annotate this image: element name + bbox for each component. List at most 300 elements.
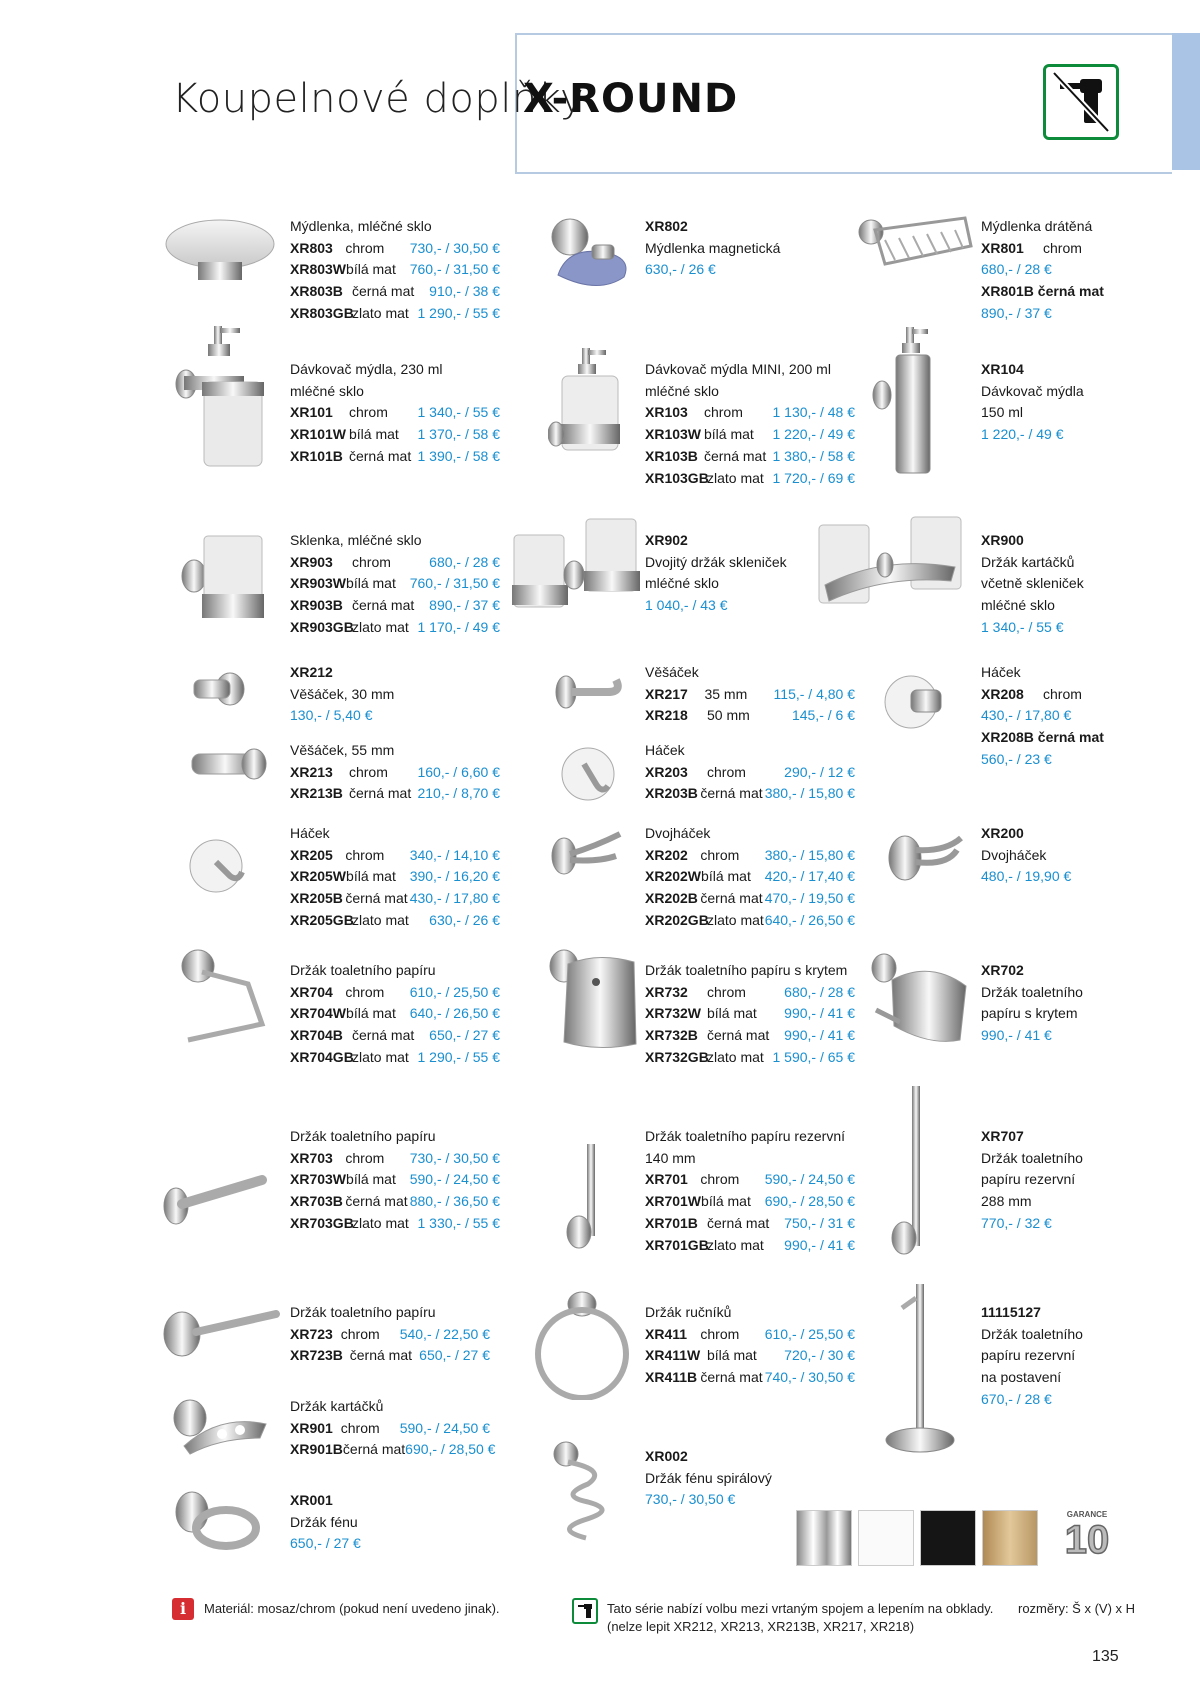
product-code: XR707 [981, 1128, 1024, 1144]
variant-row [290, 888, 500, 910]
variant-code: XR723 [290, 1325, 333, 1342]
variant-finish: chrom [1043, 239, 1082, 256]
variant-price: 1 340,- / 55 € [417, 404, 500, 421]
product-block [645, 359, 855, 489]
variant-code: XR205GB [290, 911, 354, 928]
variant-code: XR103W [645, 426, 702, 443]
product-price: 1 220,- / 49 € [981, 426, 1064, 443]
variant-code: XR202W [645, 868, 702, 885]
product-block [981, 662, 1131, 771]
variant-row [290, 1191, 500, 1213]
variant-code: XR205W [290, 868, 347, 885]
side-accent-bar [1172, 33, 1200, 170]
product-code: XR208B černá mat [981, 729, 1104, 746]
product-description: Mýdlenka drátěná [981, 218, 1093, 234]
product-block [290, 960, 500, 1069]
variant-finish: chrom [1043, 685, 1082, 702]
product-block [645, 1302, 855, 1389]
product-description: mléčné sklo [981, 597, 1055, 614]
variant-finish: chrom [345, 846, 385, 863]
variant-finish: černá mat [707, 1027, 770, 1044]
variant-finish: bílá mat [346, 1171, 396, 1188]
variant-price: 1 290,- / 55 € [417, 1048, 500, 1065]
mini-soap-dispenser-image [548, 346, 628, 466]
variant-finish: černá mat [342, 1441, 406, 1458]
product-description: Háček [645, 742, 685, 758]
variant-price: 430,- / 17,80 € [409, 890, 500, 907]
variant-finish: zlato mat [707, 911, 764, 928]
variant-row [645, 982, 855, 1004]
variant-row [290, 303, 500, 325]
variant-code: XR803 [290, 239, 333, 256]
variant-price: 990,- / 41 € [784, 1236, 855, 1253]
product-description: Držák toaletního papíru rezervní [645, 1128, 845, 1144]
variant-finish: černá mat [703, 447, 767, 464]
product-code: XR902 [645, 532, 688, 548]
series-title: X-ROUND [523, 76, 739, 122]
variant-row [290, 1213, 500, 1235]
variant-price: 1 290,- / 55 € [417, 304, 500, 321]
product-description: Držák toaletního papíru [290, 1128, 436, 1144]
product-description: Držák toaletního [981, 1325, 1083, 1342]
page-number: 135 [1092, 1648, 1119, 1665]
product-description: Háček [981, 664, 1021, 680]
variant-row [645, 1025, 855, 1047]
variant-price: 690,- / 28,50 € [764, 1193, 855, 1210]
variant-finish: černá mat [700, 1369, 763, 1386]
product-code: XR900 [981, 532, 1024, 548]
product-description: Držák toaletního [981, 983, 1083, 1000]
variant-finish: černá mat [345, 1193, 408, 1210]
towel-ring-image [530, 1290, 634, 1400]
variant-price: 760,- / 31,50 € [409, 575, 500, 592]
product-description: 150 ml [981, 404, 1024, 421]
product-description: Držák toaletního papíru [290, 1304, 436, 1320]
page-title: Koupelnové doplňky [172, 76, 585, 122]
robe-hook-55-image [188, 748, 270, 780]
variant-row [645, 402, 855, 424]
variant-code: XR903GB [290, 618, 354, 635]
variant-finish: černá mat [352, 283, 415, 300]
variant-price: 420,- / 17,40 € [764, 868, 855, 885]
variant-row [645, 1213, 855, 1235]
spare-roll-holder-xr707-image [890, 1082, 930, 1262]
variant-row [290, 982, 500, 1004]
variant-price: 210,- / 8,70 € [417, 785, 500, 802]
product-price: 430,- / 17,80 € [981, 707, 1072, 724]
variant-price: 750,- / 31 € [784, 1214, 855, 1231]
product-description: 288 mm [981, 1193, 1032, 1210]
hook-xr208-image [883, 670, 951, 734]
toothbrush-holder-xr901-image [170, 1398, 270, 1458]
variant-finish: zlato mat [352, 911, 409, 928]
material-note: Materiál: mosaz/chrom (pokud není uvedeno jinak). [204, 1601, 500, 1616]
product-price: 650,- / 27 € [290, 1535, 361, 1552]
variant-price: 990,- / 41 € [784, 1027, 855, 1044]
variant-finish: chrom [707, 763, 746, 780]
product-block [981, 823, 1131, 888]
product-block [645, 1126, 855, 1256]
variant-row [290, 259, 500, 281]
wire-soap-basket-image [855, 210, 975, 282]
free-standing-roll-holder-image [880, 1280, 960, 1460]
product-description: Držák toaletního [981, 1149, 1083, 1166]
variant-finish: bílá mat [707, 1005, 757, 1022]
variant-code: XR103GB [645, 469, 709, 486]
variant-row [290, 1418, 490, 1440]
product-block [645, 662, 855, 727]
product-block [290, 359, 500, 468]
variant-finish: zlato mat [707, 1048, 764, 1065]
variant-code: XR801 [981, 239, 1024, 256]
variant-finish: bílá mat [701, 1193, 751, 1210]
product-description: na postavení [981, 1369, 1062, 1386]
swatch-white-matt [858, 1510, 914, 1566]
variant-row [645, 783, 855, 805]
variant-row [981, 238, 1131, 260]
variant-finish: chrom [340, 1325, 380, 1342]
variant-row [290, 552, 500, 574]
variant-code: XR732B [645, 1027, 698, 1044]
variant-row [290, 783, 500, 805]
variant-finish: chrom [700, 1325, 740, 1342]
variant-row [981, 684, 1131, 706]
variant-finish: zlato mat [352, 1214, 409, 1231]
robe-hook-30-image [190, 672, 250, 706]
toilet-roll-holder-xr704-image [176, 948, 272, 1044]
variant-price: 890,- / 37 € [429, 597, 500, 614]
variant-code: XR218 [645, 707, 688, 724]
variant-row [645, 866, 855, 888]
variant-code: XR103B [645, 447, 698, 464]
guarantee-label: GARANCE [1066, 1510, 1108, 1519]
variant-price: 380,- / 15,80 € [764, 785, 855, 802]
variant-price: 1 380,- / 58 € [772, 447, 855, 464]
variant-code: XR213B [290, 785, 343, 802]
product-block [290, 1126, 500, 1235]
variant-price: 630,- / 26 € [429, 911, 500, 928]
product-block [290, 1302, 490, 1367]
swatch-gold-matt [982, 1510, 1038, 1566]
product-block [290, 1490, 440, 1555]
toothbrush-holder-image [815, 515, 965, 625]
product-description: Držák toaletního papíru [290, 962, 436, 978]
product-block [290, 216, 500, 325]
variant-row [290, 424, 500, 446]
soap-dish-image [160, 212, 278, 290]
variant-code: XR205B [290, 890, 343, 907]
hanger-hook-image [552, 670, 624, 716]
variant-price: 610,- / 25,50 € [409, 983, 500, 1000]
variant-row [645, 468, 855, 490]
product-description: Věšáček [645, 664, 699, 680]
variant-finish: chrom [707, 983, 746, 1000]
variant-finish: bílá mat [346, 575, 396, 592]
dimensions-note: rozměry: Š x (V) x H [1018, 1601, 1136, 1616]
variant-price: 760,- / 31,50 € [409, 261, 500, 278]
variant-finish: černá mat [352, 597, 415, 614]
product-description: Držák kartáčků [290, 1398, 384, 1414]
variant-code: XR101 [290, 404, 333, 421]
variant-price [1115, 238, 1131, 260]
variant-code: XR732 [645, 983, 688, 1000]
variant-row [645, 1191, 855, 1213]
product-description: Držák fénu spirálový [645, 1469, 772, 1486]
variant-code: XR101B [290, 447, 343, 464]
variant-row [645, 1345, 855, 1367]
product-code: XR200 [981, 825, 1024, 841]
variant-row [290, 866, 500, 888]
variant-price: 880,- / 36,50 € [409, 1193, 500, 1210]
variant-finish: chrom [345, 983, 385, 1000]
variant-code: XR732W [645, 1005, 702, 1022]
variant-finish: bílá mat [703, 426, 754, 443]
variant-price: 390,- / 16,20 € [409, 868, 500, 885]
variant-finish: černá mat [345, 890, 408, 907]
variant-finish: bílá mat [348, 426, 399, 443]
product-block [290, 1396, 496, 1461]
variant-price: 640,- / 26,50 € [409, 1005, 500, 1022]
variant-row [290, 1324, 490, 1346]
variant-price: 1 720,- / 69 € [772, 469, 855, 486]
variant-finish: chrom [352, 553, 391, 570]
variant-row [290, 1439, 496, 1461]
variant-row [645, 705, 855, 727]
swatch-black-matt [920, 1510, 976, 1566]
variant-price: 740,- / 30,50 € [764, 1369, 855, 1386]
product-code: XR801B černá mat [981, 283, 1104, 300]
variant-row [645, 446, 855, 468]
variant-finish: chrom [345, 1149, 385, 1166]
variant-price: 650,- / 27 € [419, 1347, 490, 1364]
variant-row [290, 1169, 500, 1191]
product-code: XR104 [981, 361, 1024, 377]
variant-row [645, 1324, 855, 1346]
variant-code: XR703GB [290, 1214, 354, 1231]
variant-price: 1 390,- / 58 € [417, 447, 500, 464]
product-block [981, 1302, 1131, 1411]
variant-code: XR703 [290, 1149, 333, 1166]
variant-code: XR411W [645, 1347, 701, 1364]
variant-finish: černá mat [700, 785, 763, 802]
product-description: Věšáček, 55 mm [290, 742, 395, 758]
guarantee-badge [1058, 1510, 1116, 1570]
variant-finish: černá mat [352, 1027, 415, 1044]
variant-finish: chrom [700, 1171, 740, 1188]
variant-finish: bílá mat [346, 261, 396, 278]
product-description: mléčné sklo [645, 575, 719, 592]
variant-finish: chrom [345, 239, 385, 256]
product-price: 480,- / 19,90 € [981, 868, 1072, 885]
variant-price: 590,- / 24,50 € [764, 1171, 855, 1188]
variant-finish: zlato mat [707, 1236, 764, 1253]
variant-finish: bílá mat [701, 868, 751, 885]
variant-price: 1 170,- / 49 € [417, 618, 500, 635]
product-block [981, 530, 1131, 639]
product-description: Dávkovač mýdla MINI, 200 ml [645, 361, 831, 377]
variant-finish: chrom [348, 763, 388, 780]
variant-row [645, 845, 855, 867]
variant-price: 720,- / 30 € [784, 1347, 855, 1364]
variant-code: XR901B [290, 1441, 343, 1458]
variant-row [290, 1003, 500, 1025]
variant-row [290, 446, 500, 468]
variant-price: 1 590,- / 65 € [772, 1048, 855, 1065]
swatch-chrome [796, 1510, 852, 1566]
variant-finish: chrom [700, 846, 740, 863]
product-code: XR702 [981, 962, 1024, 978]
product-price: 670,- / 28 € [981, 1390, 1052, 1407]
spare-roll-holder-xr701-image [565, 1140, 605, 1254]
variant-row [645, 910, 855, 932]
variant-price: 1 370,- / 58 € [417, 426, 500, 443]
variant-price: 590,- / 24,50 € [409, 1171, 500, 1188]
variant-finish: zlato mat [707, 469, 764, 486]
double-tumbler-holder-image [510, 515, 640, 625]
variant-code: XR217 [645, 685, 688, 702]
product-description: Sklenka, mléčné sklo [290, 532, 422, 548]
product-description: Dvojháček [981, 846, 1047, 863]
variant-price: 590,- / 24,50 € [399, 1419, 490, 1436]
variant-price: 1 330,- / 55 € [417, 1214, 500, 1231]
product-description: Háček [290, 825, 330, 841]
variant-row [290, 238, 500, 260]
variant-price: 115,- / 4,80 € [773, 685, 855, 702]
product-block [290, 823, 500, 932]
variant-code: XR803W [290, 261, 347, 278]
variant-price: 1 130,- / 48 € [772, 404, 855, 421]
variant-code: XR701GB [645, 1236, 709, 1253]
variant-code: XR803B [290, 283, 343, 300]
variant-row [290, 617, 500, 639]
variant-price: 990,- / 41 € [784, 1005, 855, 1022]
variant-price: 650,- / 27 € [429, 1027, 500, 1044]
product-block [645, 823, 855, 932]
hook-xr203-image [558, 744, 622, 806]
product-description: mléčné sklo [645, 382, 719, 399]
variant-price: 470,- / 19,50 € [764, 890, 855, 907]
product-description: Věšáček, 30 mm [290, 685, 395, 702]
product-description: Držák fénu [290, 1513, 358, 1530]
product-description: včetně skleniček [981, 575, 1084, 592]
variant-code: XR411 [645, 1325, 688, 1342]
magnetic-soap-holder-image [548, 215, 634, 295]
variant-code: XR202B [645, 890, 698, 907]
variant-code: XR723B [290, 1347, 343, 1364]
variant-finish: černá mat [348, 447, 412, 464]
variant-code: XR203 [645, 763, 688, 780]
drill-mount-small-icon [572, 1598, 598, 1624]
variant-price: 730,- / 30,50 € [409, 1149, 500, 1166]
variant-row [645, 1003, 855, 1025]
product-block [981, 359, 1131, 446]
metal-soap-dispenser-image [872, 325, 948, 480]
product-block [290, 662, 500, 727]
double-hook-xr202-image [548, 826, 628, 884]
variant-row [645, 1235, 855, 1257]
double-hook-xr200-image [885, 828, 967, 884]
mount-note-line2: (nelze lepit XR212, XR213, XR213B, XR217, XR218) [607, 1619, 915, 1634]
variant-code: XR704GB [290, 1048, 354, 1065]
variant-price [1115, 684, 1131, 706]
hook-xr205-image [186, 834, 254, 900]
variant-finish: černá mat [349, 1347, 413, 1364]
product-price: 730,- / 30,50 € [645, 1491, 736, 1508]
glass-tumbler-image [180, 520, 270, 638]
product-description: Držák kartáčků [981, 553, 1075, 570]
toilet-roll-holder-xr703-image [162, 1170, 272, 1230]
product-block [981, 216, 1131, 325]
variant-finish: chrom [340, 1419, 380, 1436]
variant-code: XR203B [645, 785, 698, 802]
product-description: Mýdlenka magnetická [645, 239, 781, 256]
variant-code: XR903W [290, 575, 347, 592]
variant-row [290, 1345, 490, 1367]
variant-price: 160,- / 6,60 € [417, 763, 500, 780]
product-price: 560,- / 23 € [981, 750, 1052, 767]
variant-code: XR202 [645, 846, 688, 863]
product-block [290, 740, 500, 805]
variant-row [645, 1047, 855, 1069]
variant-price: 145,- / 6 € [791, 707, 855, 724]
toilet-roll-holder-cover-xr732-image [548, 948, 644, 1052]
toilet-roll-holder-cover-xr702-image [870, 950, 972, 1050]
variant-code: XR704W [290, 1005, 347, 1022]
product-code: XR802 [645, 218, 688, 234]
variant-price: 680,- / 28 € [429, 553, 500, 570]
variant-price: 910,- / 38 € [429, 283, 500, 300]
variant-code: XR803GB [290, 304, 354, 321]
product-description: Dávkovač mýdla, 230 ml [290, 361, 443, 377]
toilet-roll-holder-xr723-image [160, 1306, 282, 1364]
variant-code: XR208 [981, 685, 1024, 702]
variant-finish: bílá mat [707, 1347, 757, 1364]
variant-finish: zlato mat [352, 618, 409, 635]
variant-price: 540,- / 22,50 € [399, 1325, 490, 1342]
variant-finish: 35 mm [704, 685, 748, 702]
variant-row [290, 402, 500, 424]
product-description: Držák toaletního papíru s krytem [645, 962, 848, 978]
product-price: 680,- / 28 € [981, 261, 1052, 278]
variant-row [645, 1367, 855, 1389]
product-description: papíru s krytem [981, 1005, 1078, 1022]
variant-row [645, 888, 855, 910]
product-price: 1 040,- / 43 € [645, 597, 728, 614]
product-description: Dávkovač mýdla [981, 382, 1084, 399]
variant-row [290, 281, 500, 303]
variant-code: XR411B [645, 1369, 698, 1386]
variant-price: 640,- / 26,50 € [764, 911, 855, 928]
variant-finish: 50 mm [707, 707, 750, 724]
product-description: Mýdlenka, mléčné sklo [290, 218, 432, 234]
variant-code: XR701 [645, 1171, 688, 1188]
variant-finish: černá mat [700, 890, 763, 907]
product-block [981, 960, 1131, 1047]
variant-code: XR103 [645, 404, 688, 421]
product-block [645, 216, 855, 281]
variant-row [290, 1047, 500, 1069]
soap-dispenser-image [174, 322, 266, 472]
variant-row [645, 684, 855, 706]
variant-price: 380,- / 15,80 € [764, 846, 855, 863]
variant-finish: chrom [703, 404, 743, 421]
variant-price: 340,- / 14,10 € [409, 846, 500, 863]
product-block [645, 960, 855, 1069]
variant-row [290, 1025, 500, 1047]
variant-price: 680,- / 28 € [784, 983, 855, 1000]
variant-code: XR703W [290, 1171, 347, 1188]
variant-row [290, 845, 500, 867]
